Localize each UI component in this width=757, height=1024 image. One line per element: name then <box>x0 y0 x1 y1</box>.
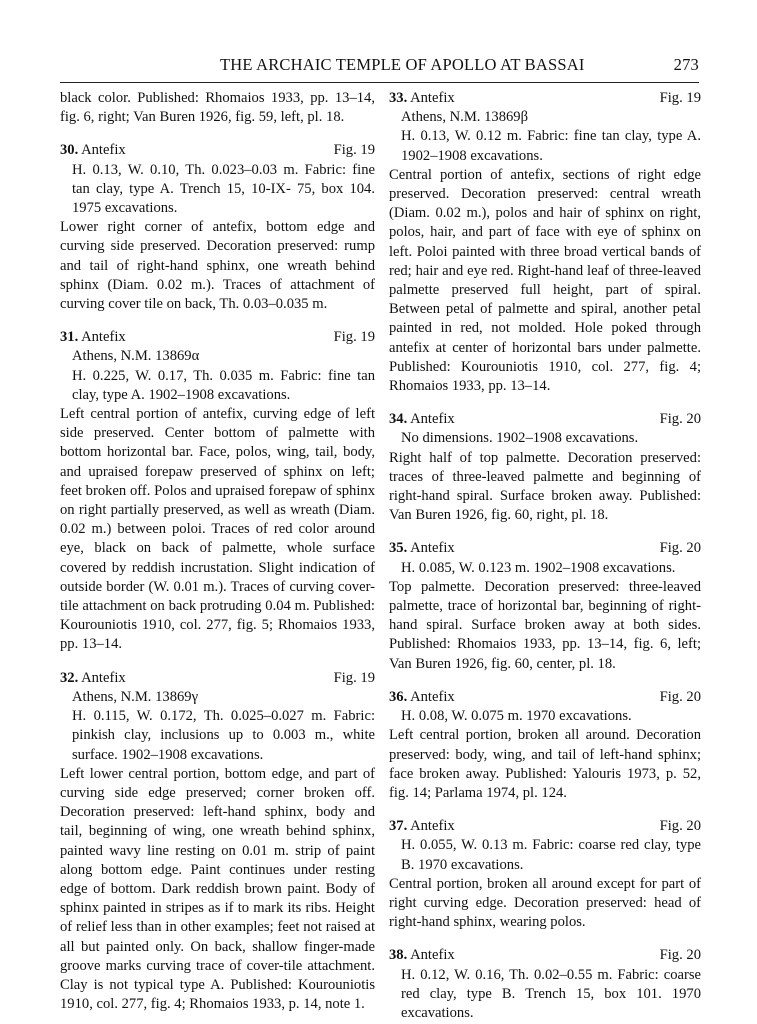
entry-description: Left lower central portion, bottom edge, and part of curving side edge preserved; corner broken off. Decoration preserved: left-hand sphinx, body and tail, beginning of wing, one wreath behind sphinx, painted wavy line resting on 0.01 m. strip of paint along bottom edge. Paint continues under resting edge of bottom. Dark reddish brown paint. Body of sphinx painted in stripes as if to mark its ribs. Height of relief less than in other examples; feet not raised at all but painted only. On back, shallow finger-made groove marks curving trace of cover-tile attachment. Clay is not typical type A. Published: Kourouniotis 1910, col. 277, fig. 4; Rhomaios 1933, p. 14, note 1. <box>60 765 375 1013</box>
entry-details: H. 0.055, W. 0.13 m. Fabric: coarse red clay, type B. 1970 excavations. <box>401 837 701 873</box>
entry-details: H. 0.13, W. 0.12 m. Fabric: fine tan clay, type A. 1902–1908 excavations. <box>401 128 701 164</box>
entry-type: Antefix <box>81 142 126 159</box>
page-number: 273 <box>673 55 699 74</box>
entry-type: Antefix <box>81 669 126 686</box>
entry-heading <box>389 817 701 836</box>
entry-type: Antefix <box>410 688 455 705</box>
entry-description: Left central portion of antefix, curving edge of left side preserved. Center bottom of palmette with bottom horizontal bar. Face, polos, wing, tail, body, and upraised forepaw preserved of sphinx on left; feet broken off. Polos and upraised forepaw of sphinx on right partially preserved, as well as wreath (Diam. 0.02 m.) between poloi. Traces of red color around eye, black on back of palmette, whole surface covered by reddish incrustation. Slight indication of outside border (W. 0.01 m.). Traces of curving cover-tile attachment on back protruding 0.04 m. Published: Kourouniotis 1910, col. 277, fig. 5; Rhomaios 1933, pp. 13–14. <box>60 406 375 653</box>
entry-type: Antefix <box>410 411 455 428</box>
header-rule <box>60 82 699 83</box>
entry-description: Top palmette. Decoration preserved: three-leaved palmette, trace of horizontal bar, beginning of right-hand spiral. Surface broken away at both sides. Published: Rhomaios 1933, pp. 13–14, fig. 6, left; Van Buren 1926, fig. 60, center, pl. 18. <box>389 578 701 672</box>
entry-heading <box>389 688 701 707</box>
entry-heading <box>389 410 701 429</box>
entry-description: Left central portion, broken all around. Decoration preserved: body, wing, and tail of left-hand sphinx; face broken away. Published: Yalouris 1973, p. 52, fig. 14; Parlama 1974, pl. 124. <box>389 727 701 801</box>
figure-reference: Fig. 20 <box>659 947 701 964</box>
entry-location: Athens, N.M. 13869β <box>401 109 529 126</box>
entry-number: 33. <box>389 90 408 106</box>
entry-heading <box>60 328 375 347</box>
entry-type: Antefix <box>410 540 455 557</box>
entry-details: H. 0.12, W. 0.16, Th. 0.02–0.55 m. Fabric: coarse red clay, type B. Trench 15, box 101. 1970 excavations. <box>401 966 701 1021</box>
entry-number: 34. <box>389 411 408 428</box>
entry-location: Athens, N.M. 13869α <box>72 348 200 365</box>
entry-details: H. 0.225, W. 0.17, Th. 0.035 m. Fabric: fine tan clay, type A. 1902–1908 excavations. <box>72 367 375 403</box>
figure-reference: Fig. 20 <box>659 688 701 705</box>
entry-heading <box>389 946 701 965</box>
catalog-entry-35 <box>389 539 701 673</box>
entry-number: 32. <box>60 669 79 686</box>
left-column <box>60 89 375 1014</box>
entry-details: H. 0.08, W. 0.075 m. 1970 excavations. <box>401 708 632 725</box>
catalog-entry-38 <box>389 946 701 1023</box>
catalog-entry-32 <box>60 669 375 1015</box>
entry-type: Antefix <box>410 90 455 106</box>
entry-type: Antefix <box>81 329 126 346</box>
entry-details: H. 0.13, W. 0.10, Th. 0.023–0.03 m. Fabric: fine tan clay, type A. Trench 15, 10-IX- 75, box 104. 1975 excavations. <box>72 161 375 217</box>
entry-details: H. 0.085, W. 0.123 m. 1902–1908 excavations. <box>401 559 676 576</box>
entry-heading <box>60 669 375 688</box>
entry-description: Central portion of antefix, sections of right edge preserved. Decoration preserved: central wreath (Diam. 0.02 m.), polos and hair of sphinx on right, polos, hair, and part of face with eye of sphinx on left. Poloi painted with three broad vertical bands of red; hair and eye red. Right-hand leaf of three-leaved palmette preserved full height, part of spiral. Between petal of palmette and spiral, another petal painted in red, not molded. Hole poked through antefix at center of horizontal bars under palmette. Published: Kourouniotis 1910, col. 277, fig. 4; Rhomaios 1933, pp. 13–14. <box>389 166 701 395</box>
figure-reference: Fig. 19 <box>333 669 375 686</box>
entry-type: Antefix <box>410 818 455 835</box>
continued-text: black color. Published: Rhomaios 1933, pp. 13–14, fig. 6, right; Van Buren 1926, fig. 59, left, pl. 18. <box>60 90 375 126</box>
figure-reference: Fig. 20 <box>659 411 701 428</box>
entry-number: 38. <box>389 947 408 964</box>
entry-number: 35. <box>389 540 408 557</box>
entry-number: 31. <box>60 329 79 346</box>
entry-details: No dimensions. 1902–1908 excavations. <box>401 430 639 447</box>
entry-location: Athens, N.M. 13869γ <box>72 688 199 705</box>
entry-description: Central portion, broken all around except for part of right curving edge. Decoration preserved: head of right-hand sphinx, wearing polos. <box>389 875 701 931</box>
catalog-entry-33 <box>389 89 701 396</box>
entry-heading <box>389 539 701 558</box>
right-column <box>389 89 701 1023</box>
entry-details: H. 0.115, W. 0.172, Th. 0.025–0.027 m. Fabric: pinkish clay, inclusions up to 0.003 m., white surface. 1902–1908 excavations. <box>72 708 375 763</box>
figure-reference: Fig. 19 <box>659 90 701 106</box>
entry-heading <box>389 89 701 108</box>
entry-type: Antefix <box>410 947 455 964</box>
catalog-entry-37 <box>389 817 701 932</box>
entry-number: 36. <box>389 688 408 705</box>
entry-number: 37. <box>389 818 408 835</box>
catalog-entry-34 <box>389 410 701 525</box>
running-title: THE ARCHAIC TEMPLE OF APOLLO AT BASSAI <box>220 55 585 74</box>
catalog-entry-36 <box>389 688 701 803</box>
figure-reference: Fig. 20 <box>659 540 701 557</box>
figure-reference: Fig. 20 <box>659 818 701 835</box>
entry-description: Lower right corner of antefix, bottom edge and curving side preserved. Decoration preserved: rump and tail of right-hand sphinx, one wreath behind sphinx (Diam. 0.02 m.). Traces of attachment of curving cover tile on back, Th. 0.03–0.035 m. <box>60 219 375 313</box>
catalog-entry-30 <box>60 141 375 314</box>
entry-heading <box>60 141 375 160</box>
figure-reference: Fig. 19 <box>333 329 375 346</box>
entry-description: Right half of top palmette. Decoration preserved: traces of three-leaved palmette and beginning of right-hand spiral. Surface broken away. Published: Van Buren 1926, fig. 60, right, pl. 18. <box>389 449 701 524</box>
entry-number: 30. <box>60 142 79 159</box>
figure-reference: Fig. 19 <box>333 142 375 159</box>
catalog-entry-31 <box>60 328 375 654</box>
